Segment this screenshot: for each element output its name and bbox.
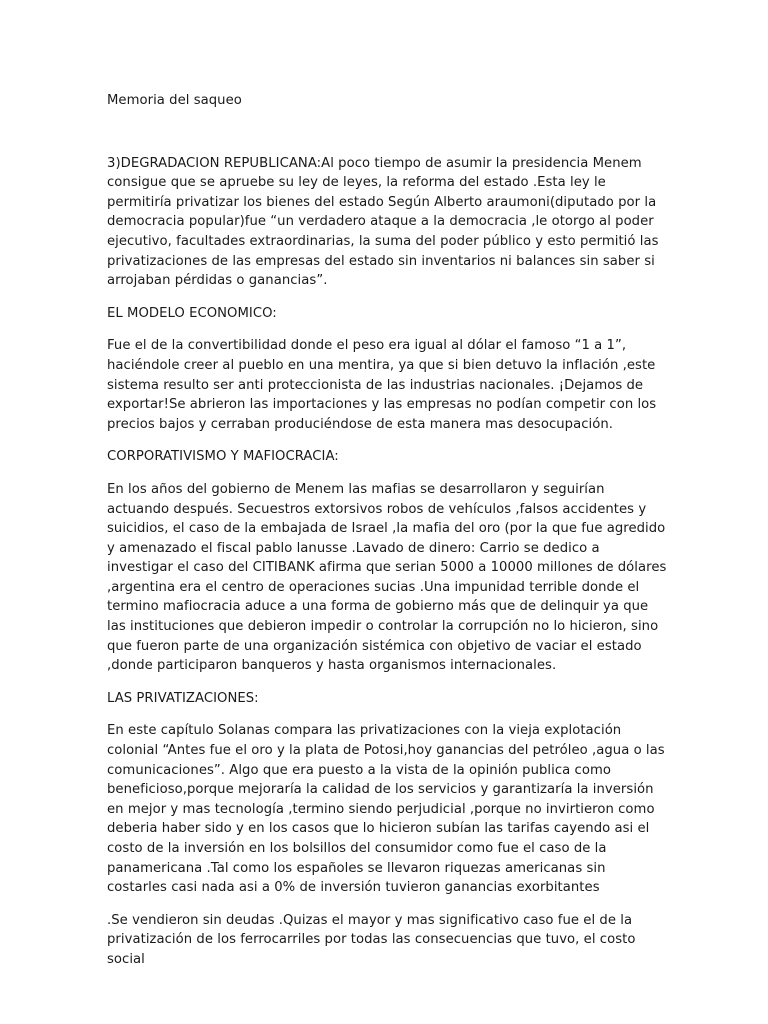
corporativismo-paragraph: En los años del gobierno de Menem las mafias se desarrollaron y seguirían actuando después. Secuestros extorsivos robos de vehículos ,falsos accidentes y suicidios, el caso de la embajada de Israel ,la mafia del oro (por la que fue agredido y amenazado el fiscal pablo lanusse .Lavado de dinero: Carrio se dedico a investigar el caso del CITIBANK afirma que serian 5000 a 10000 millones de dólares ,argentina era el centro de operaciones sucias .Una impunidad terrible donde el termino mafiocracia aduce a una forma de gobierno más que de delinquir ya que las instituciones que debieron impedir o controlar la corrupción no lo hicieron, sino que fueron parte de una organización sistémica con objetivo de vaciar el estado ,donde participaron banqueros y hasta organismos internacionales. <box>107 481 667 674</box>
privatizaciones-paragraph: En este capítulo Solanas compara las privatizaciones con la vieja explotación colonial “Antes fue el oro y la plata de Potosi,hoy ganancias del petróleo ,agua o las comunicaciones”. Algo que era puesto a la vista de la opinión publica como beneficioso,porque mejoraría la calidad de los servicios y garantizaría la inversión en mejor y mas tecnología ,termino siendo perjudicial ,porque no invirtieron como deberia haber sido y en los casos que lo hicieron subían las tarifas cayendo asi el costo de la inversión en los bolsillos del consumidor como fue el caso de la panamericana .Tal como los españoles se llevaron riquezas americanas sin costarles casi nada asi a 0% de inversión tuvieron ganancias exorbitantes <box>107 723 665 896</box>
section-degradacion-paragraph: 3)DEGRADACION REPUBLICANA:Al poco tiempo de asumir la presidencia Menem consigue que se apruebe su ley de leyes, la reforma del estado .Esta ley le permitiría privatizar los bienes del estado Según Alberto araumoni(diputado por la democracia popular)fue “un verdadero ataque a la democracia ,le otorgo al poder ejecutivo, facultades extraordinarias, la suma del poder público y esto permitió las privatizaciones de las empresas del estado sin inventarios ni balances sin saber si arrojaban pérdidas o ganancias”. <box>107 155 659 289</box>
heading-corporativismo: CORPORATIVISMO Y MAFIOCRACIA: <box>107 449 339 465</box>
modelo-economico-paragraph: Fue el de la convertibilidad donde el peso era igual al dólar el famoso “1 a 1”, haciéndole creer al pueblo en una mentira, ya que si bien detuvo la inflación ,este sistema resulto ser anti proteccionista de las industrias nacionales. ¡Dejamos de exportar!Se abrieron las importaciones y las empresas no podían competir con los precios bajos y cerraban produciéndose de esta manera mas desocupación. <box>107 338 657 432</box>
document-body <box>107 91 667 970</box>
privatizaciones-continuation-paragraph: .Se vendieron sin deudas .Quizas el mayor y mas significativo caso fue el de la privatización de los ferrocarriles por todas las consecuencias que tuvo, el costo social <box>107 912 636 967</box>
document-title: Memoria del saqueo <box>107 93 242 108</box>
heading-modelo-economico: EL MODELO ECONOMICO: <box>107 305 277 321</box>
heading-privatizaciones: LAS PRIVATIZACIONES: <box>107 690 259 706</box>
